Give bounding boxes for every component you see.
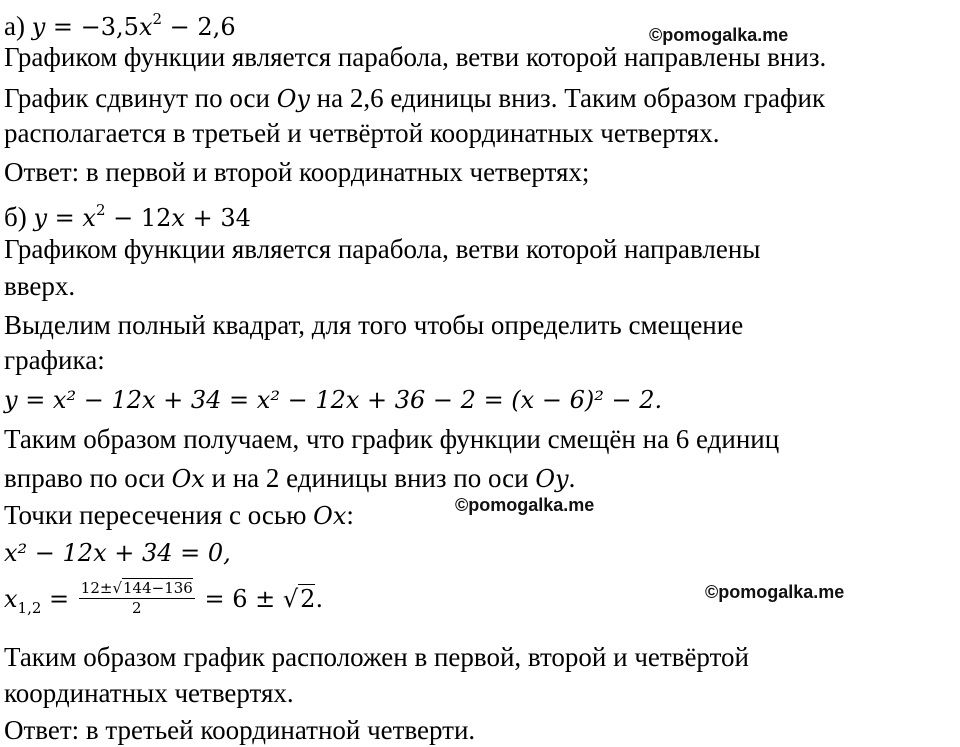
text-line: графика: (4, 345, 105, 375)
answer-a: Ответ: в первой и второй координатных четвертях; (4, 157, 590, 187)
text-line: координатных четвертях. (4, 678, 294, 708)
text-line: вверх. (4, 271, 76, 301)
text-line: График сдвинут по оси Oy на 2,6 единицы вниз. Таким образом график (4, 83, 826, 113)
complete-square-equation: y = x² − 12x + 34 = x² − 12x + 36 − 2 = (x − 6)² − 2. (4, 386, 663, 414)
text-line: располагается в третьей и четвёртой координатных четвертях. (4, 118, 720, 148)
roots-formula: $x_{1,2}$ = $\frac{12\pm√144-136}{2}$ = 6 ± √2. (4, 579, 324, 618)
text-line: Графиком функции является парабола, ветви которой направлены (4, 234, 761, 264)
text-line: Таким образом получаем, что график функции смещён на 6 единиц (4, 424, 780, 454)
text-line: Графиком функции является парабола, ветви которой направлены вниз. (4, 42, 827, 72)
watermark: ©pomogalka.me (705, 582, 845, 602)
watermark: ©pomogalka.me (649, 25, 789, 45)
answer-b: Ответ: в третьей координатной четверти. (4, 715, 476, 745)
part-b-equation: б) $y = x^2 - 12x + 34$ (4, 201, 251, 232)
text-line: вправо по оси Ox и на 2 единицы вниз по оси Oy. (4, 463, 576, 493)
watermark: ©pomogalka.me (455, 495, 595, 515)
part-a-equation: а) $y = -3,5x^2 - 2,6$ (4, 10, 236, 41)
text-line: Выделим полный квадрат, для того чтобы определить смещение (4, 310, 744, 340)
text-line: Таким образом график расположен в первой, второй и четвёртой (4, 642, 749, 672)
text-line: Точки пересечения с осью Ox: (4, 500, 354, 530)
quadratic-equation: x² − 12x + 34 = 0, (4, 539, 231, 567)
fraction: $\frac{12\pm√144-136}{2}$ (80, 579, 193, 617)
